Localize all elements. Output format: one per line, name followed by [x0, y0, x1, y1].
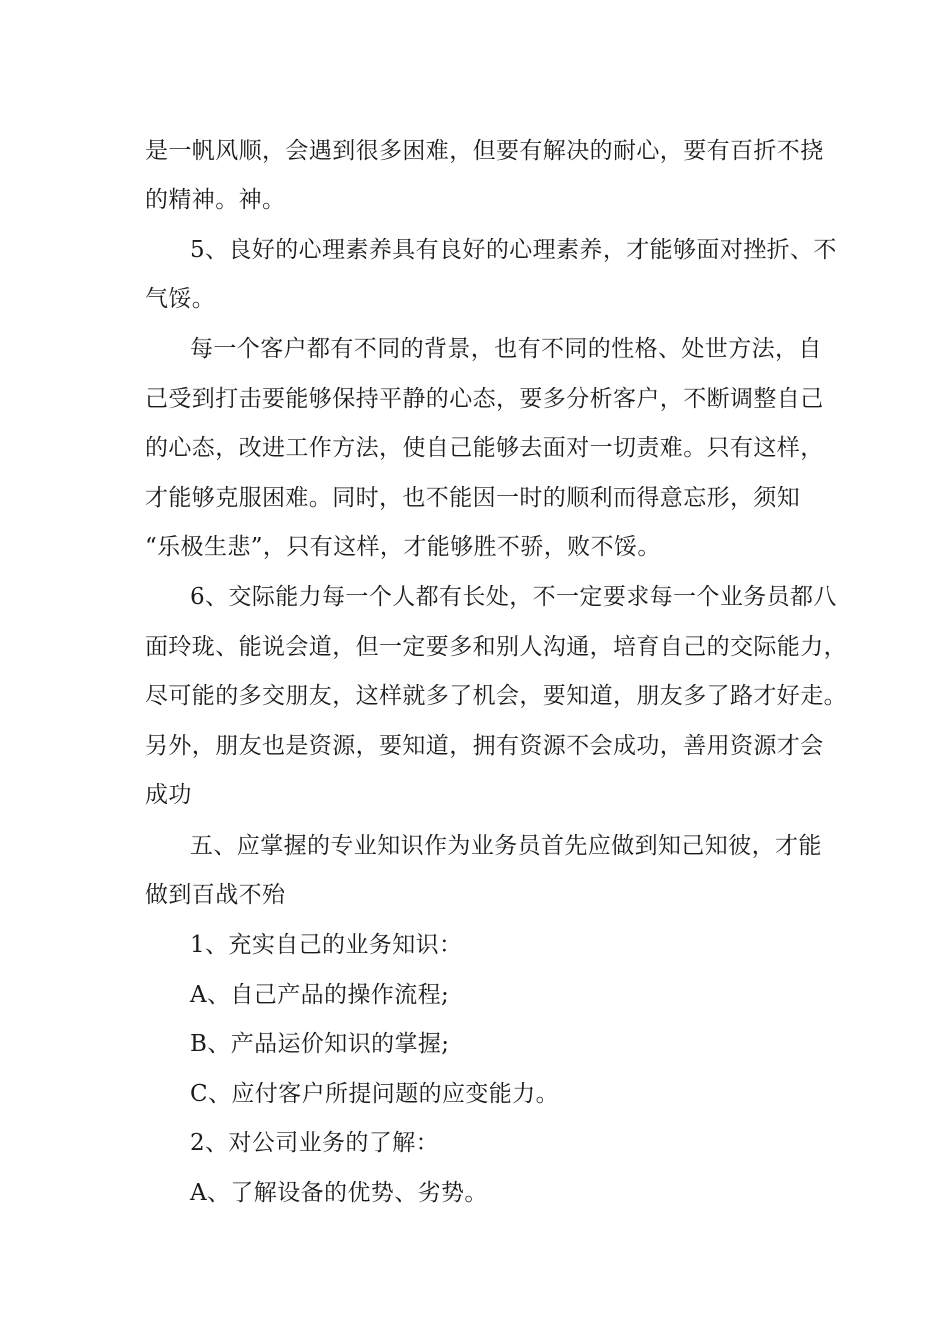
text-line-17: 1、充实自己的业务知识：: [190, 932, 463, 958]
text-line-20: C、应付客户所提问题的应变能力。: [190, 1081, 559, 1107]
text-line-1: 是一帆风顺，会遇到很多困难，但要有解决的耐心，要有百折不挠: [145, 138, 824, 164]
text-line-2: 的精神。神。: [145, 187, 286, 213]
text-line-11: 面玲珑、能说会道，但一定要多和别人沟通，培育自己的交际能力，: [145, 634, 847, 660]
text-line-8: 才能够克服困难。同时，也不能因一时的顺利而得意忘形，须知: [145, 485, 801, 511]
text-line-21: 2、对公司业务的了解：: [190, 1130, 440, 1156]
text-line-3: 5、良好的心理素养具有良好的心理素养，才能够面对挫折、不: [190, 237, 837, 263]
text-line-10: 6、交际能力每一个人都有长处，不一定要求每一个业务员都八: [190, 584, 837, 610]
text-line-15: 五、应掌握的专业知识作为业务员首先应做到知己知彼，才能: [190, 833, 822, 859]
text-line-5: 每一个客户都有不同的背景，也有不同的性格、处世方法，自: [190, 336, 822, 362]
text-line-7: 的心态，改进工作方法，使自己能够去面对一切责难。只有这样，: [145, 435, 824, 461]
text-line-12: 尽可能的多交朋友，这样就多了机会，要知道，朋友多了路才好走。: [145, 683, 847, 709]
text-line-22: A、了解设备的优势、劣势。: [190, 1180, 488, 1206]
text-line-14: 成功: [145, 782, 192, 808]
text-line-19: B、产品运价知识的掌握;: [190, 1031, 450, 1057]
text-line-6: 己受到打击要能够保持平静的心态，要多分析客户，不断调整自己: [145, 386, 824, 412]
text-line-9: “乐极生悲”，只有这样，才能够胜不骄，败不馁。: [145, 534, 661, 560]
text-line-13: 另外，朋友也是资源，要知道，拥有资源不会成功，善用资源才会: [145, 733, 824, 759]
text-line-4: 气馁。: [145, 286, 216, 312]
text-line-18: A、自己产品的操作流程;: [190, 982, 450, 1008]
text-line-16: 做到百战不殆: [145, 882, 286, 908]
